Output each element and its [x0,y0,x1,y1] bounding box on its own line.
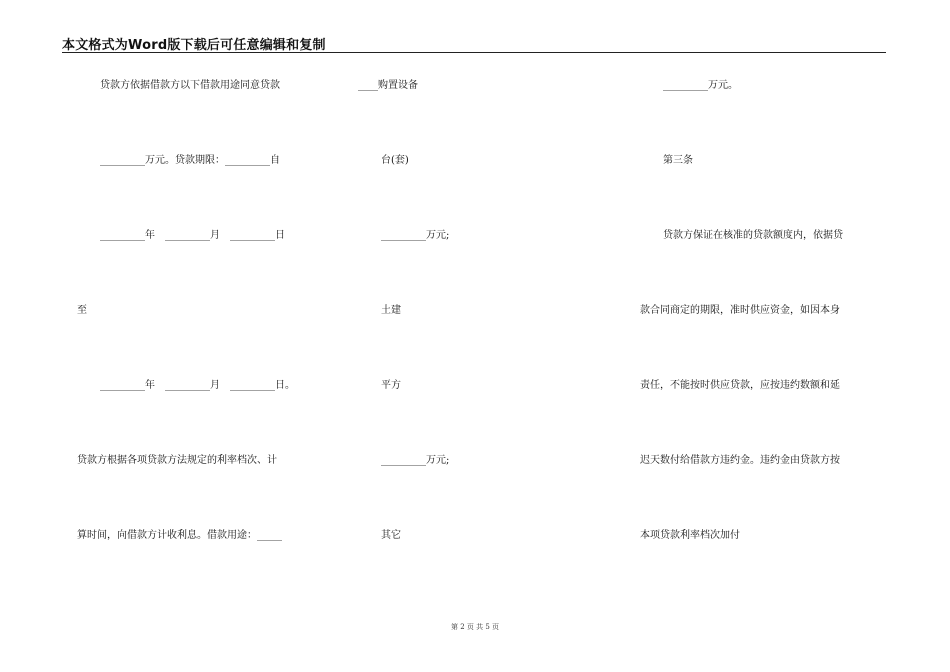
right-line-3: 贷款方保证在核准的贷款额度内，依据贷 [663,230,843,241]
left-line-7: 算时间，向借款方计收利息。借款用途：_____ [77,530,282,541]
right-line-7: 本项贷款利率档次加付 [640,530,740,541]
header-title: 本文格式为Word版下载后可任意编辑和复制 [62,38,326,53]
left-line-3: _________年 _________月 _________日 [100,230,285,241]
right-line-4: 款合同商定的期限，准时供应资金，如因本身 [640,305,840,316]
middle-line-6: _________万元; [381,455,450,466]
page-footer: 第 2 页 共 5 页 [450,623,500,631]
middle-line-4: 土建 [381,305,401,316]
right-line-5: 责任，不能按时供应贷款，应按违约数额和延 [640,380,840,391]
left-line-1: 贷款方依据借款方以下借款用途同意贷款 [100,80,280,91]
middle-line-5: 平方 [381,380,401,391]
left-line-5: _________年 _________月 _________日。 [100,380,295,391]
left-line-2: _________万元。贷款期限：_________自 [100,155,280,166]
document-header [62,34,886,53]
left-line-6: 贷款方根据各项贷款方法规定的利率档次、计 [77,455,277,466]
right-line-2: 第三条 [663,155,693,166]
left-line-4: 至 [77,305,87,316]
middle-line-1: ____购置设备 [358,80,418,91]
middle-line-7: 其它 [381,530,401,541]
middle-line-3: _________万元; [381,230,450,241]
right-line-1: _________万元。 [663,80,738,91]
right-line-6: 迟天数付给借款方违约金。违约金由贷款方按 [640,455,840,466]
middle-line-2: 台(套) [381,155,409,166]
